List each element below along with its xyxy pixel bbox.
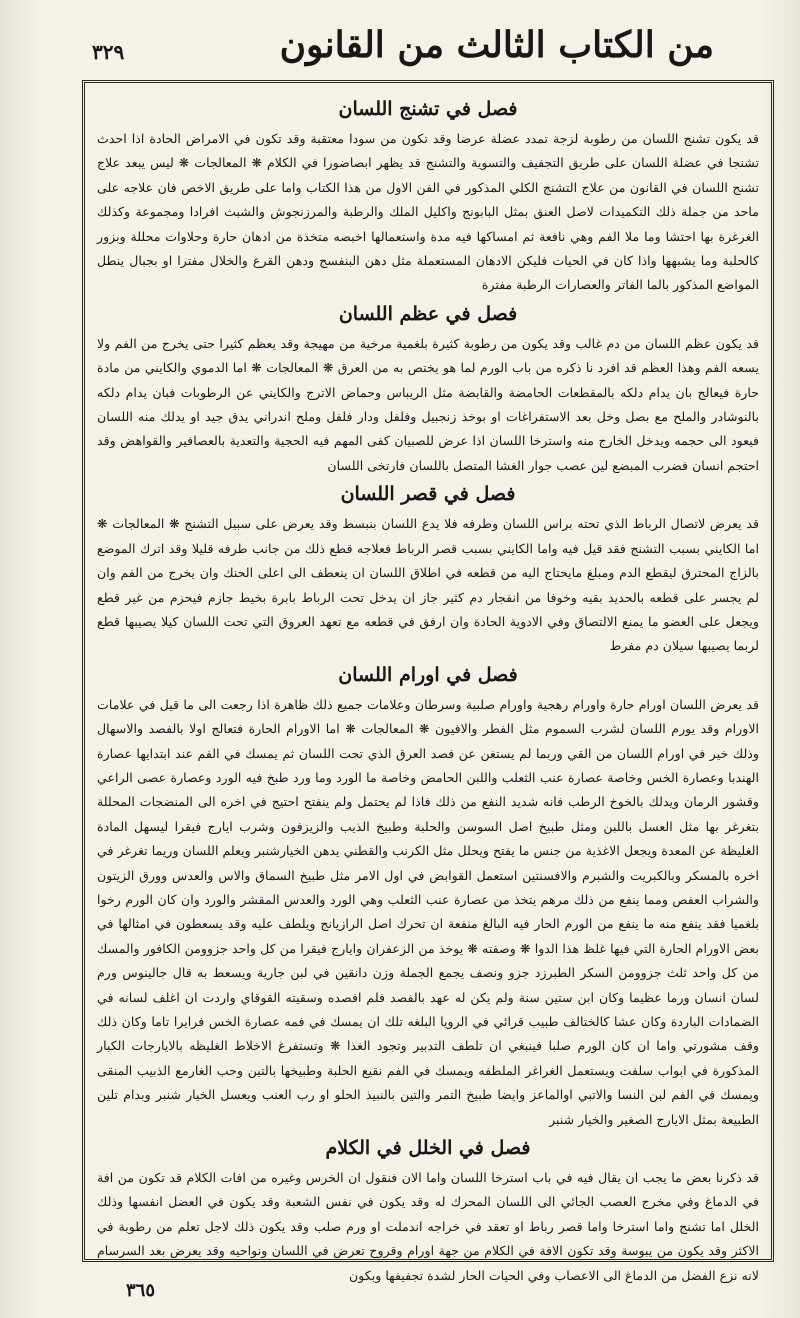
section-body: قد يعرض لاتصال الرباط الذي تحته براس اللسان وطرفه فلا يدع اللسان بنبسط وقد يعرض على سبيل التشنج ❋ المعالجات ❋ اما الكايني بسبب التشنج فقد قيل فيه واما الكايني بسبب قصر الرباط فعلاجه قطع ذلك من جانب طرفه قليلا وقد اترك الموضع بالزاج المحترق ليقطع الدم ومبلغ مايحتاج اليه من قطعه في اطلاق اللسان ان ينعطف الى اعلى الحنك وان يخرج من الفم وان لم يجسر على قطعه بالحديد بقيه وخوفا من انفجار دم كثير جاز ان يدخل تحت الرباط بابرة بخيط جازم فيحزم من غير قطع ويجعل على العضو ما يمنع الالتصاق وفي الادوية الحادة وان ارفق في قطعه مع تعهد العروق التي تحت اللسان كيلا يصيبها قطع لربما يصيبها سيلان دم مفرط xyxy=(97,516,759,654)
section-tongue-spasm xyxy=(97,97,759,298)
section-tongue-shortness xyxy=(97,482,759,658)
section-body: قد ذكرنا بعض ما يجب ان يقال فيه في باب استرخا اللسان واما الان فنقول ان الخرس وغيره من افات الكلام قد تكون من افة في الدماغ وفي مخرج العصب الجائي الى اللسان المحرك له وقد يكون في نفس الشعبة وقد يكون في العضل انفسها وذلك الخلل اما تشنج واما استرخا واما قصر رباط او تعقد في خراجه اندملت او ورم صلب وقد يكون ذلك لاجل تعلم من رطوبة في الاكثر وقد يكون من يبوسة وقد تكون الافة في الكلام من جهة اورام وقروح تعرض في اللسان ونواحيه وقد يعرض بعد السرسام لانه نزع الفضل من الدماغ الى الاعصاب وفي الحيات الحار لشدة تجفيفها وبكون xyxy=(97,1170,759,1283)
footer-page-number: ٣٦٥ xyxy=(126,1280,156,1301)
section-heading: فصل في اورام اللسان xyxy=(338,663,518,686)
section-speech-disorder xyxy=(97,1136,759,1288)
section-tongue-enlargement xyxy=(97,302,759,478)
running-title: من الكتاب الثالث من القانون xyxy=(279,24,714,66)
section-body: قد يكون عظم اللسان من دم غالب وقد يكون من رطوبة كثيرة بلغمية مرخية من مهيجة وقد يعظم كثيرا حتى يخرج من الفم ولا يسعه الفم وهذا العظم قد افرد نا ذكره من باب الورم لما هو يختص به من العرق ❋ المعالجات ❋ اما الدموي والكايني من مادة حارة فيعالج بان يدام دلكه بالمقطعات الحامضة والقابضة مثل الريباس وحماض الاترج والكايني عن الرطوبات فبان يدام دلكه بالنوشادر والملح مع بصل وخل بعد الاستفراغات او بوخذ زنجبيل وفلفل ودار فلفل وملح اندراني يدق جيد او يدلك منه اللسان فيعود الى حجمه ويدخل الخارج منه واسترخا اللسان اذا عرض للصبيان كفى المهم فيه الحجية والتعدية بالعصافير والقواهض وقد احتجم انسان فضرب المبضع لين عصب جوار الغشا المتصل باللسان فارتخى اللسان xyxy=(97,335,759,473)
page-header xyxy=(84,20,774,76)
section-heading: فصل في عظم اللسان xyxy=(338,302,518,325)
section-heading: فصل في الخلل في الكلام xyxy=(325,1137,531,1160)
section-heading: فصل في قصر اللسان xyxy=(340,483,516,506)
section-body: قد يعرض اللسان اورام حارة واورام رهجية واورام صلبية وسرطان وعلامات جميع ذلك ظاهرة اذا رجعت الى ما قيل في علامات الاورام وقد يورم اللسان لشرب السموم مثل الفطر والافيون ❋ المعالجات ❋ اما الاورام الحارة فتعالج اولا بالفصد والاسهال وذلك خير في اورام اللسان من القي وربما لم يستغن عن فصد العرق الذي تحت اللسان ثم يمسك في الفم عند ابتدايها عصارة الهندبا وعصارة الخس وخاصة عصارة عنب الثعلب واللبن الحامض وخاصة ما الورد وما ورد طبخ فيه الورد وعصارة عصى الراعي وقشور الرمان ويدلك بالخوخ الرطب فانه شديد النفع من ذلك فاذا لم يحتمل ولم ينفتح احتيج في اخره الى المنضجات المحللة بتغرغر بها مثل العسل باللبن ومثل طبيخ اصل السوسن والحلبة وطبيخ الذيب والزيزفون وشرب ايارج فيقرا ليسهل المادة الغليظة عن المعدة ويجعل الاغذية من جنس ما يفتح ويحلل مثل الكرنب والقطني يدهن الخيارشنبر ويعلم اللسان وريما تغرغر في اخره بالمسكر وبالكبريت والشبرم والافسنتين استعمل القوابض في اول الامر مثل طبيخ السماق والاس والعدس وورق الزيتون والشراب العفص ومما ينفع من ذلك مرهم يتخذ من عصارة عنب الثعلب وهي الورد والعدس المقشر والورد وان كان الورم رخوا بلغميا فقد ينفع منه ما ينفع من الورم الحار فيه البالغ منفعة ان تحرك اصل الرازيانج ويلطف عليه وقد يسعطون في امثالها في بعض الاورام الحارة التي فيها غلظ هذا الدوا ❋ وصفته ❋ يوخذ من الزعفران وايارج فيقرا من كل واحد جزوومن الكافور والمسك من كل واحد ثلث جزوومن السكر الطبرزد جزو ونصف يجمع الجملة وزن دانقين في لبن جارية ويسعط به قال جالينوس ورم لسان انسان ورما عظيما وكان ابن ستين سنة ولم يكن له عهد بالفصد فلم افصده وسقيته القوقاي واردت ان اغلف لسانه في الضمادات الباردة وكان عشا كالختالف طبيب قرائي في الرويا البلغه تلك ان يمسك في فمه عصارة الخس فرايرا تاما وكان ذلك وقف مشورتي واما ان كان الورم صلبا فينبغي ان تلطف التدبير وتجود الغذا ❋ وتستفرغ الاخلاط الغليظه بالايارجات الكبار المذكورة في ابواب سلفت ويستعمل الغراغر الملطفه ويمسك في الفم نقيع الحلبة وطبيخها بالتين وحب الغارمع الذبيب المنقى ويمسك في الفم لبن النسا والاتبي اوالماعز وايضا طبيخ التمر والتين بالنبيذ الحلو او رب العنب ويعسل الخيار شنبر وبدام تلين الطبيعة بمثل الايارج الصغير والخيار شنبر xyxy=(97,696,759,1127)
section-heading: فصل في تشنج اللسان xyxy=(338,98,518,120)
section-body: قد يكون تشنج اللسان من رطوبة لزجة تمدد عضلة عرضا وقد تكون من سودا معتقبة وقد تكون في الامراض الحادة اذا احدث تشنجا في عضلة اللسان على طريق التجفيف والتسوية والتشنج قد يظهر ابصاضورا في الكلام ❋ المعالجات ❋ ليس يبعد علاج تشنج اللسان في القانون من علاج التشنج الكلي المذكور في الفن الاول من هذا الكتاب واما على طريق الاخص فان علاجه على ماحد من جملة ذلك التكميدات لاصل العنق بمثل البابونج واكليل الملك والرطبة والمرزنجوش والشبث افرادا ومجموعة وكذلك الغرغرة بها احتشا وما ملا الفم وهي نافعة ثم امساكها فيه مدة واستعمالها اخبصه متخذة من ادهان حارة وحلاوات محللة وبزور كالحلبة وما يشبهها واذا كان في الحيات فليكن الادهان المستعملة مثل دهن البنفسج ودهن القرع والخلال مفترا او بجبال ينطل المواضع المذكور بالما الفاتر والعصارات الرطبة مفترة xyxy=(97,131,759,293)
header-page-number: ٣٢٩ xyxy=(92,40,125,64)
section-tongue-swellings xyxy=(97,663,759,1132)
text-frame xyxy=(82,80,774,1283)
